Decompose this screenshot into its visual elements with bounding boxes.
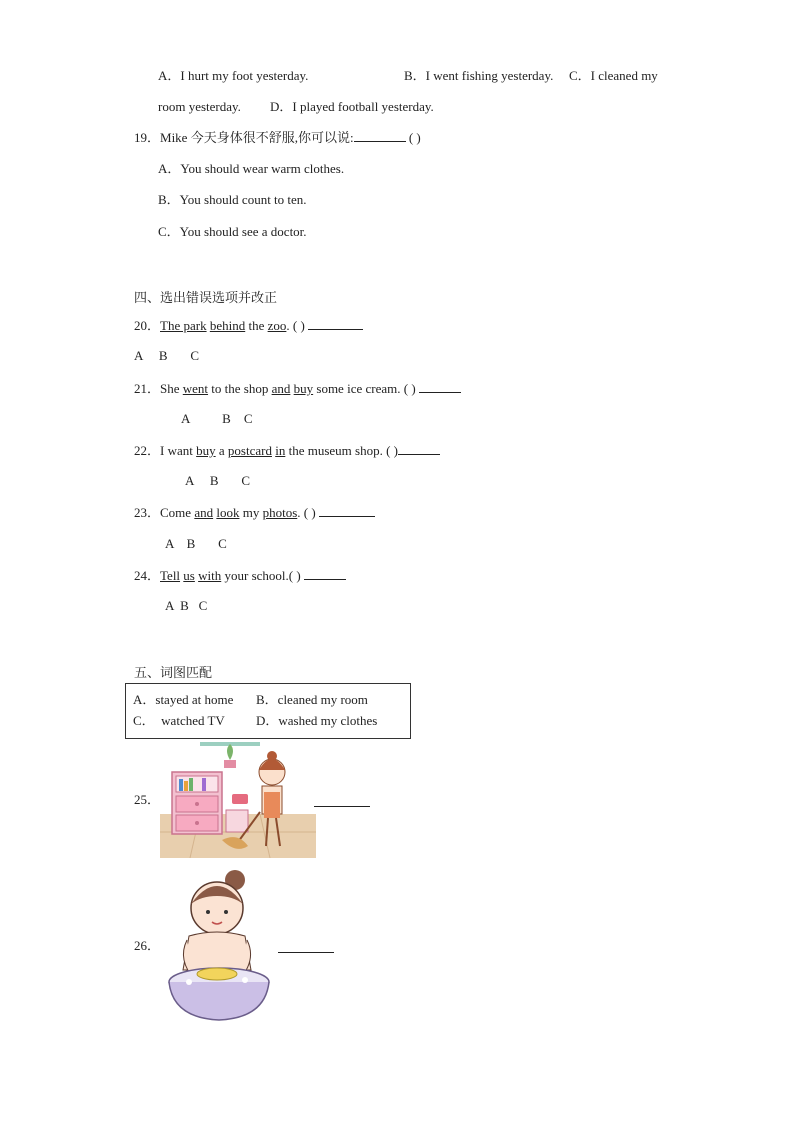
q22-text-pre: I want — [160, 443, 193, 458]
q20-word-c: zoo — [267, 318, 287, 333]
word-option-a: A．stayed at home — [133, 692, 234, 707]
word-bank-box — [125, 683, 411, 739]
q24-number: 24． — [134, 568, 161, 583]
q21-text-pre: She — [160, 381, 180, 396]
q20-number: 20． — [134, 318, 161, 333]
q18-option-c-line1: C．I cleaned my — [569, 68, 658, 83]
q22-paren: ( ) — [386, 443, 398, 458]
q18-option-c-line2: room yesterday. — [158, 99, 241, 114]
q21-number: 21． — [134, 381, 161, 396]
q23-end: . — [297, 505, 301, 520]
q20-word-a: The park — [160, 318, 207, 333]
q21-word-c: buy — [293, 381, 314, 396]
q23-word-c: photos — [262, 505, 298, 520]
q25-answer-blank[interactable] — [314, 794, 370, 807]
q22-word-c: in — [275, 443, 286, 458]
q24-paren: ( ) — [288, 568, 301, 583]
q22-number: 22． — [134, 443, 161, 458]
q24-word-b: us — [183, 568, 195, 583]
q25-number: 25． — [134, 792, 161, 807]
q21-answer-blank[interactable] — [419, 380, 461, 393]
q18-option-b: B．I went fishing yesterday. — [404, 68, 554, 83]
q23-line — [134, 504, 375, 522]
q23-paren: ( ) — [303, 505, 316, 520]
q22-text-mid: a — [218, 443, 225, 458]
q24-end: your school. — [224, 568, 289, 583]
q23-word-a: and — [194, 505, 214, 520]
q22-end: the museum shop. — [288, 443, 383, 458]
q20-end: . — [286, 318, 290, 333]
q21-word-a: went — [182, 381, 209, 396]
q21-paren: ( ) — [403, 381, 416, 396]
q19-paren: ( ) — [408, 130, 421, 145]
q24-word-c: with — [198, 568, 222, 583]
q19-option-c: C．You should see a doctor. — [158, 224, 307, 239]
q22-line — [134, 442, 440, 460]
q23-number: 23． — [134, 505, 161, 520]
q20-line — [134, 317, 363, 335]
q24-answer-blank[interactable] — [304, 567, 346, 580]
q24-word-a: Tell — [160, 568, 181, 583]
q23-word-b: look — [216, 505, 240, 520]
q19-number: 19． — [134, 130, 161, 145]
word-option-c: C． watched TV — [133, 713, 225, 728]
q19-stem: Mike 今天身体很不舒服,你可以说: — [160, 130, 354, 145]
q22-answer-blank[interactable] — [398, 442, 440, 455]
q21-letters: A B C — [181, 411, 253, 426]
q19-stem-line — [134, 129, 421, 147]
q18-option-a: A．I hurt my foot yesterday. — [158, 68, 309, 83]
word-option-d: D．washed my clothes — [256, 713, 378, 728]
q21-end: some ice cream. — [316, 381, 401, 396]
q20-word-b: behind — [209, 318, 246, 333]
q19-answer-blank[interactable] — [354, 129, 406, 142]
girl-washing-clothes-illustration — [165, 870, 277, 1026]
q22-word-b: postcard — [227, 443, 272, 458]
q20-letters: A B C — [134, 348, 200, 363]
q23-answer-blank[interactable] — [319, 504, 375, 517]
q21-line — [134, 380, 461, 398]
section4-title: 四、选出错误选项并改正 — [134, 291, 278, 306]
q20-text: the — [248, 318, 265, 333]
q19-option-a: A．You should wear warm clothes. — [158, 161, 345, 176]
q19-option-b: B．You should count to ten. — [158, 192, 307, 207]
q22-letters: A B C — [185, 473, 251, 488]
q24-letters: A B C — [165, 598, 208, 613]
girl-sweeping-illustration — [160, 742, 316, 858]
word-option-b: B．cleaned my room — [256, 692, 368, 707]
q20-answer-blank[interactable] — [308, 317, 363, 330]
q24-line — [134, 567, 346, 585]
q23-text-mid: my — [242, 505, 260, 520]
q21-word-b: and — [271, 381, 291, 396]
q20-paren: ( ) — [292, 318, 305, 333]
q21-text-mid: to the shop — [211, 381, 269, 396]
q23-letters: A B C — [165, 536, 227, 551]
q26-number: 26． — [134, 938, 161, 953]
section5-title: 五、词图匹配 — [134, 666, 213, 681]
q26-answer-blank[interactable] — [278, 940, 334, 953]
q23-text-pre: Come — [160, 505, 192, 520]
q18-option-d: D．I played football yesterday. — [270, 99, 434, 114]
q22-word-a: buy — [196, 443, 216, 458]
